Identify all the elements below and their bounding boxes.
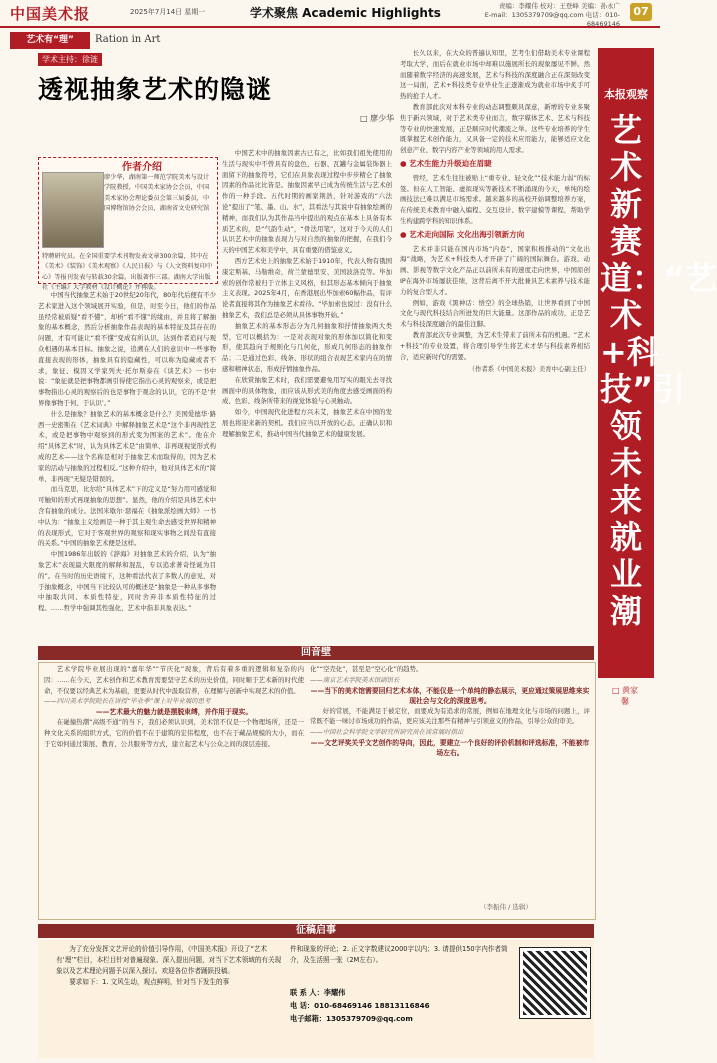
paragraph: 中国艺术中的抽象因素古已有之，比如我们祖先使用的生活与现实中不曾具有的盘色，石器、瓦罐与金属装饰器上面留下的抽象符号，它们在具象表现过程中步步精仑了抽象因素的作品比比皆是。抽象因素早已成为传统生活与艺术创作的一种手段。五代时期的画家荆浩，针对游戏的“六法论”提出了“笔、墨、山、水”，其看法与其说中有抽象绘画的精神，而我们认为其作品当中提出的观点在基本上具备有本质艺术的，是“气韵生动”，“骨法用笔”，这对于今天的人们认识艺术中的抽象表现力与对自然的抽象的把握，在我们今天的中国艺术和美学中，具有重要的借鉴意义。: [222, 149, 392, 255]
qr-code-icon: [520, 948, 590, 1018]
paragraph: 好的常展，不能满足于被定位，而要成为有追求的常展，例如在地理文化与市场的问题上，评常既不能一味讨市场成功的作品，更应该关注那些有精神与引领意义的作品，引导公众的审美。: [310, 706, 590, 726]
review-signature: （李振伟 / 选辑）: [480, 903, 532, 911]
article-signature: （作者系《中国美术报》美育中心副主任）: [468, 365, 590, 374]
sidebar-author: □ 黄家馨: [611, 686, 639, 706]
paragraph: 西方艺术史上的抽象艺术始于1910年，代表人物有俄国康定斯基、马勒维奇，荷兰蒙德里安、美国波洛克等。毕加索的创作常被归于立体主义风格，但其形态基本倾向于抽象主义表现。2025年4月，在香港展出毕加索60幅作品，有评论者直接将其作为抽象艺术看待。“毕加索也说过：没有什么抽象艺术，我们总是必须从具体事物开始。”: [222, 256, 392, 319]
paragraph: 长久以来，在大众的普遍认知里，艺考生们借助美术专业课程考取大学，而后在就业市场中却难以施展所长的现象屡见不鲜。然而随着数字经济的高速发展，艺术与科技的深度融合正在深刻改变这一局面，艺术+科技类专业毕业生正逐渐成为就业市场中炙手可热的抢手人才。: [400, 49, 590, 101]
article-author: □ 廖少华: [360, 114, 395, 123]
article-title: 透视抽象艺术的隐谜: [38, 75, 273, 104]
paragraph: 要求如下：1. 文风生动，观点鲜明，针对当下发生的事: [69, 978, 230, 986]
editor-credits: [470, 2, 620, 29]
review-heading: 回音壁: [38, 646, 594, 660]
highlight-quote: ——艺术最大的魅力就是摆脱束缚，并作用于现实。: [95, 708, 253, 717]
page-number: 07: [630, 3, 652, 21]
editor-contact: E-mail：1305379709@qq.com 电话：010-68469146: [484, 11, 620, 28]
paragraph: 教育部此次对本科专业的动态调整颇具深意，新增的专业多聚焦于新兴领域，对于艺术类专业而言，数字媒体艺术、艺术与科技等专业的快速发展，正是顺应时代潮流之举。这些专业培养的学生既掌握艺术创作能力，又具备一定的技术应用能力，能够适应文化创意产业、数字内容产业等领域的用人需求。: [400, 102, 590, 155]
paragraph: 为了充分发挥文艺评论的价值引导作用，《中国美术报》开设了“艺术有‘理’”栏目，本栏目针对普遍现象、深入提出问题，对当下艺术领域的有关现象以及艺术理论问题予以深入探讨。欢迎各位作者踊跃投稿。: [56, 945, 282, 975]
call-for-papers-requirements: 件和现象的评论；2. 正文字数建议2000字以内；3. 请提供150字内作者简介，及生活照一张（2M左右）。: [290, 945, 508, 964]
paragraph: 化”“空壳化”，甚至是“空心化”的趋势。: [310, 665, 423, 673]
issue-date: 2025年7月14日 星期一: [130, 8, 206, 16]
subheading: ● 艺术生能力升级迫在眉睫: [400, 158, 492, 168]
article-column-3: [400, 48, 590, 375]
paragraph: 艺术并非只能在国内市场“内卷”，国家积极推动的“文化出海”战略，为艺术+科技类人才开辟了广阔的国际舞台。游戏、动画、影视等数字文化产品正以前所未有的速度走向世界，中国原创IP在海外市场屡获佳绩，这背后离不开大批兼具艺术素养与技术能力的复合型人才。: [400, 244, 590, 296]
editor-names: 责编：李耀伟 校对：王登峰 美编：孙永广: [498, 2, 620, 10]
contact-person: 联 系 人：李耀伟: [290, 988, 346, 997]
contact-info: [290, 986, 430, 1025]
call-for-papers-text: [56, 944, 286, 988]
paragraph: 中国当代抽象艺术始于20世纪20年代，80年代后便有不少艺术家进入这个领域展开实验，但是，时至今日，他们的作品虽经常被质疑“看不懂”，却析“看不懂”的缘由，并且将了解抽象的基本概念，然后分析抽象作品表现的基本特征及其存在的问题，才有可能让“看不懂”变成有所认识，达到作者追问与观众相遇的基本目标。抽象之说，追溯在人们的意识中一些事物直接表现的形体，抽象具有的隐藏性，可以称为隐藏或者不求，象征、模因又学家列夫·托尔斯泰在《谈艺术》一书中说：“象征就是把事物都画引得使它指出心灵的观察来，或是把事物指出心灵的观察后的也是事物于观念的认识，它的不是‘世界像事物于何、于认识’。”: [38, 291, 216, 407]
author-bio-text: 廖少华，湖南第一师范学院美术与设计学院教授，中国美术家协会会员，中国美术家协会理论委员会第三届委员，中国博物馆协会会员，湖南省文史研究馆: [104, 174, 210, 213]
sidebar-headline: 艺术新赛道：“艺术+科技”引领未来就业潮: [600, 111, 717, 630]
paragraph: 艺术学院毕业展出现的“嘉年华”“节庆化”现象，背后有着多重的逻辑和复杂的内因：……在今天，艺术创作和艺术教育需要坚守艺术的历史价值，同时顺于艺术新的时代使命，不仅要以经典艺术为基础，更要从时代中汲取营养，在理解与创新中实现艺术的价值。: [44, 665, 304, 695]
newspaper-logo: 中国美术报: [10, 5, 91, 23]
source-line: ——南京艺术学院美术馆副馆长: [310, 675, 400, 684]
section-title: 学术聚焦 Academic Highlights: [250, 6, 441, 20]
sidebar-tag: 本报观察: [604, 88, 648, 101]
source-line: ——四川美术学院院长在讲授“毕业季”课上对毕业展的思考: [44, 697, 211, 706]
author-photo: [42, 172, 104, 248]
paragraph: 曾经，艺术生往往被贴上“重专业、轻文化”“技术能力弱”的标签。但在人工智能、虚拟现实等新技术不断涌现的今天，单纯的绘画技法已难以满足市场需求。越来越多的高校开始调整培养方案，在传统美术教育中融入编程、交互设计、数字建模等课程，帮助学生构建跨学科的知识体系。: [400, 173, 590, 225]
article-column-1: [38, 290, 216, 614]
paragraph: 什么是抽象？抽象艺术的基本概念是什么？美国爱德华·路西一史密斯在《艺术词典》中解释抽象艺术是“这个非再现性艺术，或是把事物中观察到的形式变为图案的艺术”。他在介绍“具体艺术”时，认为具体艺术是“由简单、非再现视觉形式构成的艺术——这个名称是相对于抽象艺术而取得的，因为艺术家的活动与抽象的过程相反。”这种介绍中，他对具体艺术的“简单、非再现”无疑是错误的。: [38, 409, 216, 483]
call-for-papers-heading: 征稿启事: [38, 924, 594, 938]
paragraph: 在碰撞热潮“高级不通”的当下，我们必须认识到，美术馆不仅是一个物理场所，还是一种文化关系的组织方式，它的价值不在于建筑的宏伟程度，也不在于藏品规模的大小，而在于它如何通过策展、教育、公共服务等方式，建立起艺术与公众之间的深层连接。: [44, 718, 304, 748]
column-label-en: Ration in Art: [95, 34, 161, 45]
author-bio-heading: 作者介绍: [122, 162, 162, 173]
paragraph: 而马克思，比尔给“具体艺术”下的定义是“努力用可感觉和可触知的形式再现抽象的思想”。显然，他的介绍是具体艺术中含有抽象的成分。法国米歇尔·瑟福在《抽象派绘画大师》一书中认为：“抽象主义绘画是一种于其主观生命去感受世界和精神的表现形式，它对于客观世界的观察和现实事物之间没有直接的关系。”中国的抽象艺术便是这样。: [38, 485, 216, 548]
review-column-2: [310, 664, 590, 758]
source-line: ——中国社会科学院文学研究所研究员在谈常展时指出: [310, 728, 464, 737]
paragraph: 如今，中国现代化进程方兴未艾，抽象艺术在中国的发展也将迎来新的契机。我们应当以开放的心态，正确认识和理解抽象艺术，推动中国当代抽象艺术的健康发展。: [222, 408, 392, 438]
contact-phone: 电 话：010-68469146 18813116846: [290, 1001, 430, 1010]
highlight-quote: ——文艺评奖关乎文艺创作的导向，因此，要建立一个良好的评价机制和评选标准，不能被市场左右。: [310, 738, 590, 757]
subheading: ● 艺术走向国际 文化出海引领新方向: [400, 229, 525, 239]
contact-email: 电子邮箱：1305379709@qq.com: [290, 1014, 413, 1023]
author-bio-text-continued: 特聘研究员。在全国重要学术刊物发表文章300余篇，其中在《美术》《装饰》《美术观察》《人民日报》与《人文资料复印中心》等报刊发表与转载30余篇。出版著作三部。湖南大学出版社《主编》大学教材《设计概论》并再版。: [42, 253, 213, 292]
paragraph: 抽象艺术的基本形态分为几何抽象和抒情抽象两大类型，它可以概括为：一是对表现对象的形体加以简化和变形，使其趋向于规则化与几何化，形成几何形态的抽象作品；二是通过色彩、线条、形状的组合表现艺术家内在的情感和精神状态，形成抒情抽象作品。: [222, 321, 392, 373]
highlight-quote: ——当下的美术馆需要回归艺术本体，不能仅是一个单纯的静态展示，更应通过策展思维来实现社会与文化的深度思考。: [310, 686, 590, 705]
paragraph: 例如，游戏《黑神话：悟空》的全球热销，让世界看到了中国文化与现代科技结合所迸发的巨大能量。这部作品的成功，正是艺术与科技深度融合的最佳注脚。: [400, 298, 590, 329]
column-label: 艺术有“理”: [10, 32, 90, 49]
article-column-2: [222, 148, 392, 440]
column-host: 学术主持：徐涟: [38, 53, 102, 66]
paragraph: 中国1986年出版的《辞海》对抽象艺术的介绍，认为“抽象艺术”表现最大限度的解释和混乱，专以追求著奇怪诞为目的”。在当时的历史语境下，这种看法代表了多数人的意见，对于抽象概念，中国当下比较认可的概述是“抽象是一种从多事物中抽取共同、本质性特征，同时舍弃非本质性特征的过程。……哲学中强调其性强化，艺术中指非具象表达。”: [38, 550, 216, 613]
paragraph: 教育部此次专业调整，为艺术生带来了前所未有的机遇。“艺术+科技”的专业设置，将合理引导学生将艺术才华与科技素养相结合，适应新时代的需要。: [400, 330, 590, 361]
review-column-1: [44, 664, 304, 750]
paragraph: 在欣赏抽象艺术时，我们需要避免用写实的眼光去寻找画面中的具体物象，而应该从形式美的角度去感受画面的构成、色彩、线条所带来的视觉体验与心灵触动。: [222, 375, 392, 406]
